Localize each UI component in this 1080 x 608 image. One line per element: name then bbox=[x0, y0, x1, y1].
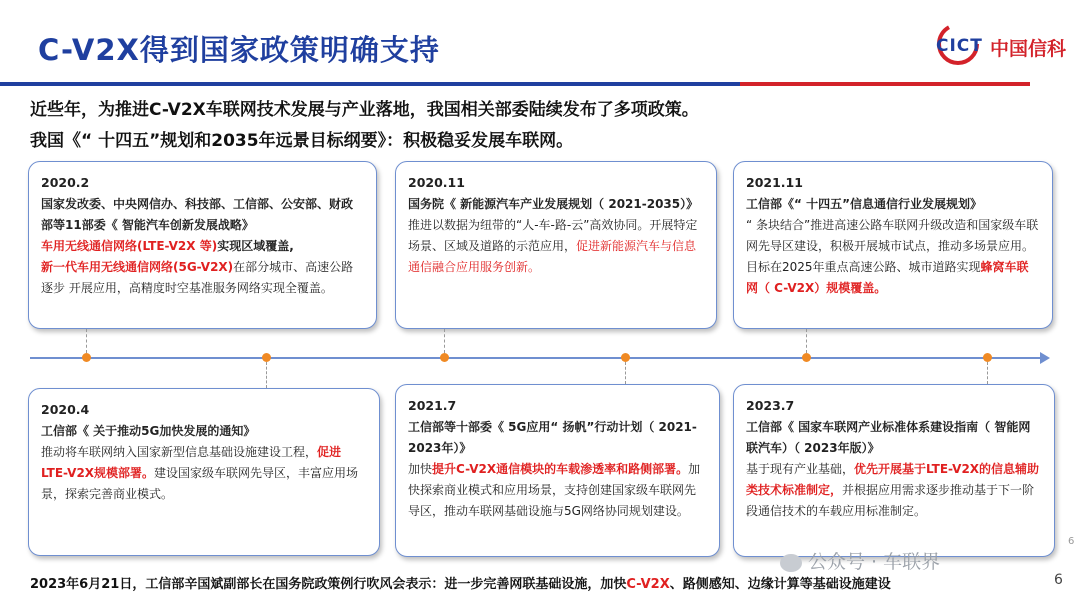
card-date: 2020.4 bbox=[41, 402, 90, 417]
policy-card-2020-2 bbox=[28, 161, 377, 329]
watermark bbox=[780, 547, 940, 574]
watermark-text: 公众号 · 车联界 bbox=[808, 551, 941, 573]
timeline-arrow-icon bbox=[1040, 352, 1050, 364]
card-text: 推进以数据为纽带的“人-车-路-云”高效协同。开展特定场景、区域及道路的示范应用， bbox=[408, 218, 698, 253]
card-highlight: 蜂窝车联网（ C-V2X）规模覆盖。 bbox=[746, 260, 1029, 295]
card-highlight: 优先开展基于LTE-V2X的信息辅助类技术标准制定， bbox=[746, 462, 1040, 497]
timeline-connector bbox=[625, 362, 626, 384]
timeline-dot bbox=[621, 353, 630, 362]
card-text: 加快 bbox=[408, 462, 433, 476]
page-number-small: 6 bbox=[1068, 536, 1075, 547]
policy-card-2021-7 bbox=[395, 384, 720, 557]
card-date: 2023.7 bbox=[746, 398, 795, 413]
wechat-icon bbox=[780, 554, 802, 572]
header-rule-blue bbox=[0, 82, 740, 86]
intro-line-2: 我国《“ 十四五”规划和2035年远景目标纲要》：积极稳妥发展车联网。 bbox=[30, 131, 574, 151]
header-rule-red bbox=[740, 82, 1030, 86]
timeline-dot bbox=[802, 353, 811, 362]
card-highlight: 促进LTE-V2X规模部署。 bbox=[41, 445, 342, 480]
footer-highlight: C-V2X bbox=[626, 577, 670, 592]
timeline-connector bbox=[266, 362, 267, 388]
card-text: 推动将车联网纳入国家新型信息基础设施建设工程， bbox=[41, 445, 318, 459]
policy-card-2021-11 bbox=[733, 161, 1053, 329]
card-text-2: 建设国家级车联网先导区，丰富应用场景，探索完善商业模式。 bbox=[41, 466, 359, 501]
footer-text: 2023年6月21日，工信部辛国斌副部长在国务院政策例行吹风会表示：进一步完善网联基础设施，加快 bbox=[30, 577, 627, 592]
card-title: 国家发改委、中央网信办、科技部、工信部、公安部、财政部等11部委《 智能汽车创新发展战略》 bbox=[41, 197, 354, 232]
card-text: 基于现有产业基础， bbox=[746, 462, 855, 476]
timeline-connector bbox=[444, 329, 445, 353]
card-highlight: 提升C-V2X通信模块的车载渗透率和路侧部署。 bbox=[432, 462, 689, 476]
card-text-2: 在部分城市、高速公路逐步 开展应用，高精度时空基准服务网络实现全覆盖。 bbox=[41, 260, 354, 295]
policy-card-2020-11 bbox=[395, 161, 717, 329]
card-text-2: 加快探索商业模式和应用场景，支持创建国家级车联网先导区，推动车联网基础设施与5G网络协同规划建设。 bbox=[408, 462, 701, 518]
footer-statement bbox=[30, 573, 891, 592]
card-highlight: 车用无线通信网络(LTE-V2X 等) bbox=[41, 239, 218, 253]
policy-card-2020-4 bbox=[28, 388, 380, 556]
logo-brand-name: 中国信科 bbox=[990, 38, 1067, 60]
page-title: C-V2X得到国家政策明确支持 bbox=[38, 33, 440, 67]
timeline-connector bbox=[86, 329, 87, 353]
card-title: 工信部《 关于推动5G加快发展的通知》 bbox=[41, 424, 256, 438]
timeline-axis bbox=[30, 357, 1045, 359]
card-date: 2021.7 bbox=[408, 398, 457, 413]
card-title: 工信部《“ 十四五”信息通信行业发展规划》 bbox=[746, 197, 982, 211]
card-title: 工信部《 国家车联网产业标准体系建设指南（ 智能网联汽车）（ 2023年版）》 bbox=[746, 420, 1031, 455]
card-highlight-2: 新一代车用无线通信网络(5G-V2X) bbox=[41, 260, 234, 274]
timeline-dot bbox=[440, 353, 449, 362]
timeline-connector bbox=[987, 362, 988, 384]
policy-card-2023-7 bbox=[733, 384, 1055, 557]
footer-text-2: 、路侧感知、边缘计算等基础设施建设 bbox=[669, 577, 891, 592]
timeline-dot bbox=[983, 353, 992, 362]
timeline-dot bbox=[82, 353, 91, 362]
card-highlight: 促进新能源汽车与信息通信融合应用服务创新。 bbox=[408, 239, 697, 274]
logo-cict-text: CICT bbox=[936, 36, 983, 56]
page-number: 6 bbox=[1054, 572, 1063, 588]
timeline-dot bbox=[262, 353, 271, 362]
card-date: 2020.2 bbox=[41, 175, 90, 190]
intro-line-1: 近些年，为推进C-V2X车联网技术发展与产业落地，我国相关部委陆续发布了多项政策。 bbox=[30, 100, 699, 120]
card-date: 2020.11 bbox=[408, 175, 465, 190]
card-text: “ 条块结合”推进高速公路车联网升级改造和国家级车联网先导区建设，积极开展城市试点，推动多场景应用。目标在2025年重点高速公路、城市道路实现 bbox=[746, 218, 1039, 274]
card-text: 实现区域覆盖, bbox=[217, 239, 294, 253]
card-title: 工信部等十部委《 5G应用“ 扬帆”行动计划（ 2021-2023年）》 bbox=[408, 420, 697, 455]
card-date: 2021.11 bbox=[746, 175, 803, 190]
card-title: 国务院《 新能源汽车产业发展规划（ 2021-2035）》 bbox=[408, 197, 699, 211]
card-text-2: 并根据应用需求逐步推动基于下一阶段通信技术的车载应用标准制定。 bbox=[746, 483, 1035, 518]
timeline-connector bbox=[806, 329, 807, 353]
